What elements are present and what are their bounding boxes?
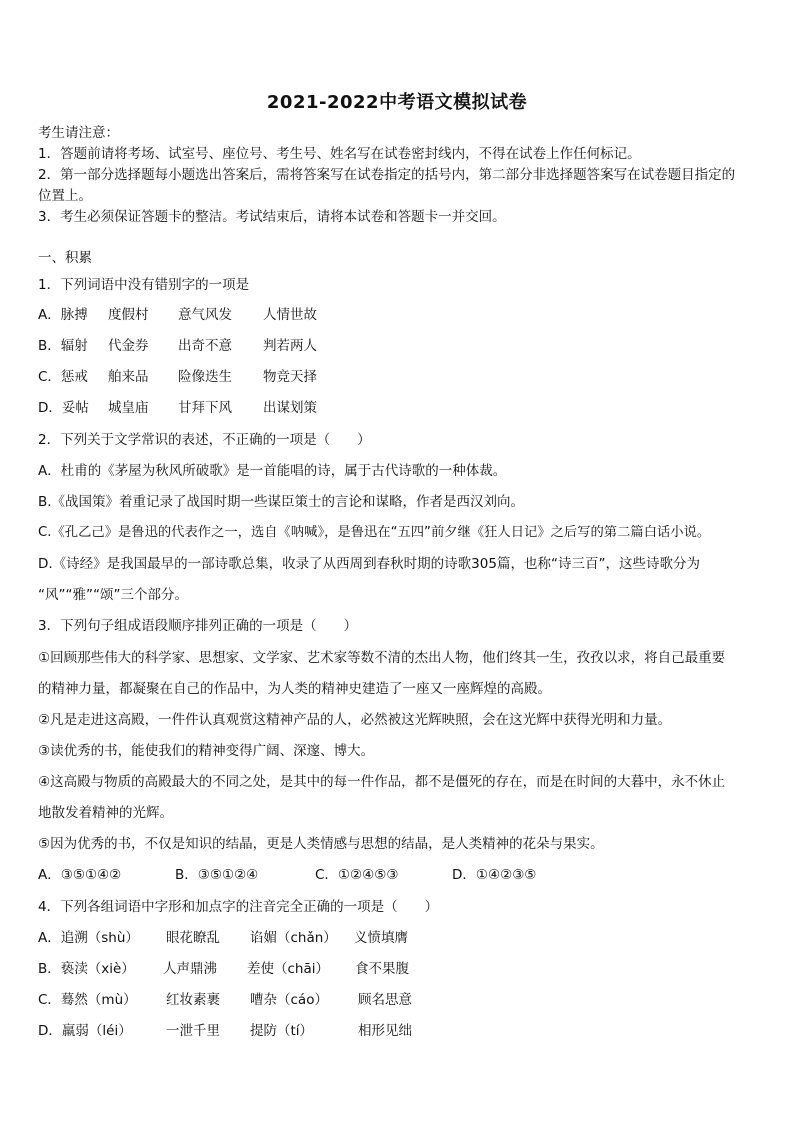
option-word: C．惩戒 — [38, 369, 88, 385]
option-word: D．羸弱（léi） — [38, 1023, 132, 1039]
option-word: C．蓦然（mù） — [38, 992, 137, 1008]
option-word: 城皇庙 — [108, 400, 149, 416]
option-word: 顾名思意 — [358, 992, 412, 1008]
option-word: 物竞天择 — [263, 369, 317, 385]
option-word: 差使（chāi） — [247, 961, 330, 977]
option-word: 险像迭生 — [178, 369, 232, 385]
q3-line: ⑤因为优秀的书，不仅是知识的结晶，更是人类情感与思想的结晶，是人类精神的花朵与果实。 — [38, 836, 604, 852]
notice-heading: 考生请注意： — [38, 125, 119, 141]
option-word: 甘拜下风 — [178, 400, 232, 416]
option-word: 判若两人 — [263, 338, 317, 354]
q2-line: A．杜甫的《茅屋为秋风所破歌》是一首能唱的诗，属于古代诗歌的一种体裁。 — [38, 463, 507, 479]
option-word: 出谋划策 — [263, 400, 317, 416]
q2-line: C.《孔乙己》是鲁迅的代表作之一，选自《呐喊》，是鲁迅在“五四”前夕继《狂人日记》之后写的第二篇白话小说。 — [38, 525, 711, 540]
notice-item: 2．第一部分选择题每小题选出答案后，需将答案写在试卷指定的括号内，第二部分非选择题答案写在试卷题目指定的 — [38, 167, 736, 183]
option-word: D．妥帖 — [38, 400, 89, 416]
q3-line: ③读优秀的书，能使我们的精神变得广阔、深邃、博大。 — [38, 743, 375, 759]
notice-item: 3．考生必须保证答题卡的整洁。考试结束后，请将本试卷和答题卡一并交回。 — [38, 209, 506, 225]
q4-option-d — [38, 1019, 412, 1039]
q1-option-a — [38, 303, 317, 323]
q1-option-d — [38, 396, 317, 416]
q3-line: ①回顾那些伟大的科学家、思想家、文学家、艺术家等数不清的杰出人物，他们终其一生，孜孜以求，将自己最重要 — [38, 650, 726, 666]
option-word: 谄媚（chǎn） — [250, 930, 337, 946]
option-word: B．辐射 — [38, 338, 88, 354]
question-3-stem: 3．下列句子组成语段顺序排列正确的一项是（ ） — [38, 618, 358, 634]
option-word: 提防（tí） — [250, 1023, 314, 1039]
q2-line: B.《战国策》着重记录了战国时期一些谋臣策士的言论和谋略，作者是西汉刘向。 — [38, 494, 525, 510]
notice-item: 1．答题前请将考场、试室号、座位号、考生号、姓名写在试卷密封线内，不得在试卷上作任何标记。 — [38, 146, 641, 162]
option-word: 出奇不意 — [178, 338, 232, 354]
section-heading: 一、积累 — [38, 250, 92, 266]
q2-line: D.《诗经》是我国最早的一部诗歌总集，收录了从西周到春秋时期的诗歌305篇，也称“诗三百”，这些诗歌分为 — [38, 556, 700, 572]
option-word: 食不果腹 — [355, 961, 409, 977]
q4-option-a — [38, 926, 408, 946]
option-word: 红妆素裹 — [166, 992, 220, 1008]
option-word: 代金券 — [108, 338, 149, 354]
option-word: B．亵渎（xiè） — [38, 961, 135, 977]
option-word: 眼花瞭乱 — [166, 930, 220, 946]
option-word: 一泄千里 — [166, 1023, 220, 1039]
q2-line: “风”“雅”“颂”三个部分。 — [38, 587, 188, 603]
question-2-stem: 2．下列关于文学常识的表述，不正确的一项是（ ） — [38, 432, 371, 448]
q4-option-b — [38, 957, 409, 977]
option-word: 人情世故 — [263, 307, 317, 323]
option: B．③⑤①②④ — [175, 867, 259, 883]
q4-option-c — [38, 988, 412, 1008]
q1-option-b — [38, 334, 317, 354]
option: A．③⑤①④② — [38, 867, 122, 883]
option-word: A．追溯（shù） — [38, 930, 139, 946]
option-word: 嘈杂（cáo） — [250, 992, 328, 1008]
page-title: 2021-2022中考语文模拟试卷 — [266, 92, 528, 113]
option-word: 意气风发 — [178, 307, 232, 323]
q3-line: ④这高殿与物质的高殿最大的不同之处，是其中的每一件作品，都不是僵死的存在，而是在时间的大暮中，永不休止 — [38, 774, 726, 790]
option-word: A．脉搏 — [38, 307, 88, 323]
q3-options — [38, 863, 536, 883]
option-word: 人声鼎沸 — [163, 961, 217, 977]
q3-line: ②凡是走进这高殿，一件件认真观赏这精神产品的人，必然被这光辉映照，会在这光辉中获得光明和力量。 — [38, 712, 672, 728]
q3-line: 地散发着精神的光辉。 — [38, 805, 173, 821]
option-word: 度假村 — [108, 307, 149, 323]
option-word: 相形见绌 — [358, 1023, 412, 1039]
option-word: 义愤填膺 — [354, 930, 408, 946]
option: C．①②④⑤③ — [315, 867, 399, 883]
option-word: 舶来品 — [108, 369, 149, 385]
question-1-stem: 1．下列词语中没有错别字的一项是 — [38, 277, 250, 293]
option: D．①④②③⑤ — [452, 867, 537, 883]
q3-line: 的精神力量，都凝聚在自己的作品中，为人类的精神史建造了一座又一座辉煌的高殿。 — [38, 681, 551, 697]
notice-item: 位置上。 — [38, 188, 92, 204]
question-4-stem: 4．下列各组词语中字形和加点字的注音完全正确的一项是（ ） — [38, 899, 439, 915]
q1-option-c — [38, 365, 317, 385]
